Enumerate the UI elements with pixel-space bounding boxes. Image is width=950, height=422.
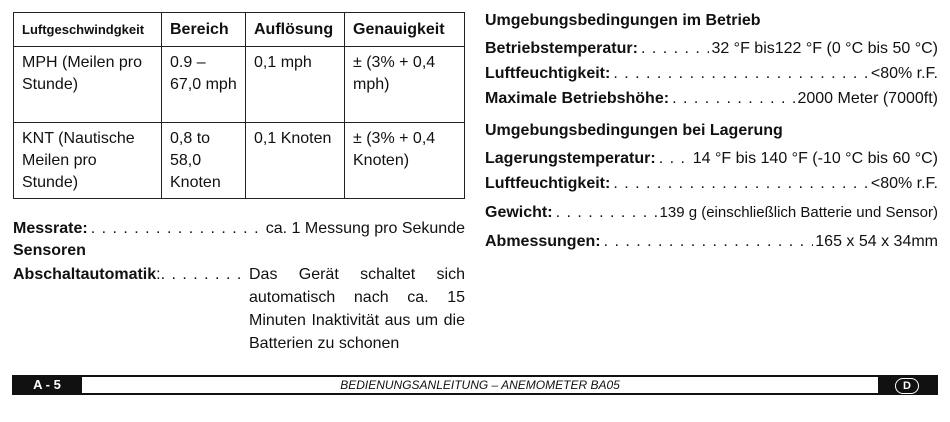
cell-accuracy: ± (3% + 0,4 mph) (345, 47, 465, 123)
operating-altitude-row (485, 86, 938, 111)
spacer (485, 111, 938, 120)
operating-humidity-label: Luftfeuchtigkeit: (485, 65, 611, 82)
cell-unit: KNT (Nautische Meilen pro Stunde) (14, 123, 162, 199)
operating-altitude-value: 2000 Meter (7000ft) (797, 90, 938, 107)
spec-table (13, 12, 465, 199)
messrate-value: ca. 1 Messung pro Sekunde (265, 220, 465, 237)
operating-temp-row (485, 36, 938, 61)
leader-dots (613, 171, 869, 196)
abschalt-row (13, 263, 465, 355)
abschalt-label: Abschaltautomatik (13, 266, 157, 283)
header-airspeed: Luftgeschwindgkeit (14, 13, 162, 47)
leader-dots (641, 36, 710, 61)
cell-accuracy: ± (3% + 0,4 Knoten) (345, 123, 465, 199)
right-column (485, 10, 938, 254)
sensoren-label: Sensoren (13, 242, 86, 259)
operating-humidity-value: <80% r.F. (870, 65, 938, 82)
footer-title: BEDIENUNGSANLEITUNG – ANEMOMETER BA05 (82, 377, 878, 393)
leader-dots (604, 229, 814, 254)
abschalt-value: Das Gerät schaltet sich automatisch nach ca. 15 Minuten Inaktivität aus um die Batterien zu schonen (249, 266, 465, 352)
leader-dots (672, 86, 795, 111)
table-header-row (14, 13, 465, 47)
abschalt-label-wrap (13, 263, 249, 287)
storage-temp-value: 14 °F bis 140 °F (-10 °C bis 60 °C) (692, 150, 938, 167)
storage-title: Umgebungsbedingungen bei Lagerung (485, 122, 783, 139)
cell-resolution: 0,1 Knoten (246, 123, 345, 199)
leader-dots (91, 217, 264, 241)
operating-title: Umgebungsbedingungen im Betrieb (485, 12, 761, 29)
weight-label: Gewicht: (485, 204, 553, 221)
weight-value: 139 g (einschließlich Batterie und Sensor) (659, 204, 938, 221)
storage-humidity-row (485, 171, 938, 196)
leader-dots (659, 146, 691, 171)
dimensions-label: Abmessungen: (485, 233, 601, 250)
footer-bar (12, 375, 938, 395)
operating-temp-label: Betriebstemperatur: (485, 40, 638, 57)
left-specs (13, 217, 465, 355)
weight-row (485, 200, 938, 225)
storage-humidity-label: Luftfeuchtigkeit: (485, 175, 611, 192)
operating-humidity-row (485, 61, 938, 86)
abschalt-colon: : (156, 266, 161, 283)
dimensions-row (485, 229, 938, 254)
messrate-row (13, 217, 465, 241)
table-row (14, 123, 465, 199)
cell-resolution: 0,1 mph (246, 47, 345, 123)
storage-humidity-value: <80% r.F. (870, 175, 938, 192)
dimensions-value: 165 x 54 x 34mm (815, 233, 938, 250)
cell-unit: MPH (Meilen pro Stunde) (14, 47, 162, 123)
storage-temp-row (485, 146, 938, 171)
header-resolution: Auflösung (246, 13, 345, 47)
header-range: Bereich (162, 13, 246, 47)
language-badge: D (895, 378, 919, 394)
cell-range: 0.9 – 67,0 mph (162, 47, 246, 123)
leader-dots (556, 200, 658, 225)
cell-range: 0,8 to 58,0 Knoten (162, 123, 246, 199)
leader-dots (613, 61, 869, 86)
page-number: A - 5 (33, 377, 61, 392)
leader-dots (161, 263, 249, 287)
header-accuracy: Genauigkeit (345, 13, 465, 47)
operating-altitude-label: Maximale Betriebshöhe: (485, 90, 670, 107)
operating-temp-value: 32 °F bis122 °F (0 °C bis 50 °C) (711, 40, 938, 57)
messrate-label: Messrate: (13, 220, 88, 237)
storage-temp-label: Lagerungstemperatur: (485, 150, 656, 167)
table-row (14, 47, 465, 123)
